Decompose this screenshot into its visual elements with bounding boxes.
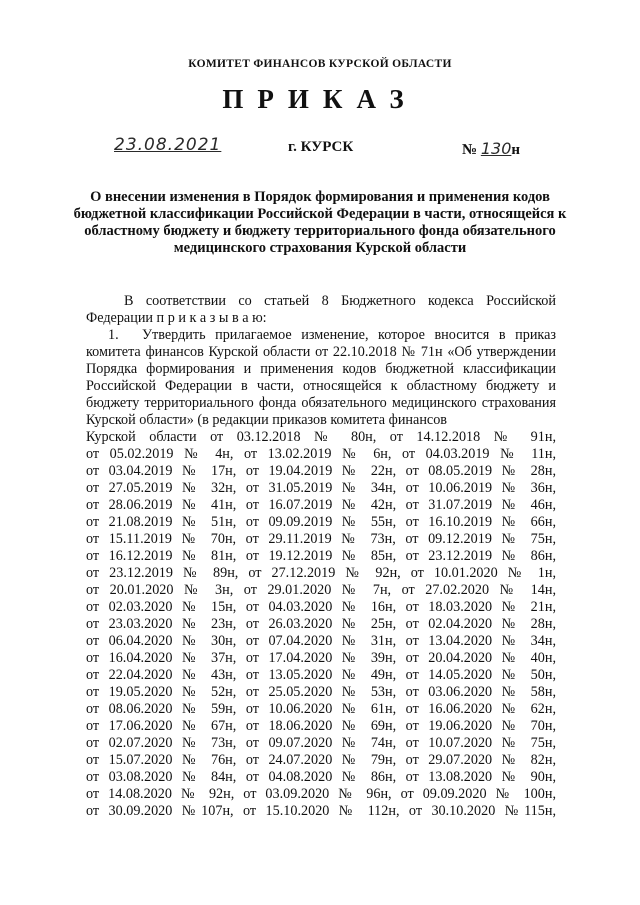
amendment-line: от 22.04.2020 № 43н, от 13.05.2020 № 49н, от 14.05.2020 № 50н, xyxy=(86,667,556,683)
intro-paragraph: В соответствии со статьей 8 Бюджетного кодекса Российской Федерации п р и к а з ы в а ю: xyxy=(86,293,556,326)
amendment-line: от 19.05.2020 № 52н, от 25.05.2020 № 53н, от 03.06.2020 № 58н, xyxy=(86,684,556,700)
amendment-line: от 02.07.2020 № 73н, от 09.07.2020 № 74н, от 10.07.2020 № 75н, xyxy=(86,735,556,751)
amendment-line: от 15.11.2019 № 70н, от 29.11.2019 № 73н, от 09.12.2019 № 75н, xyxy=(86,531,556,547)
amendment-line: от 27.05.2019 № 32н, от 31.05.2019 № 34н, от 10.06.2019 № 36н, xyxy=(86,480,556,496)
item-paragraph xyxy=(86,327,556,429)
amendment-line: от 20.01.2020 № 3н, от 29.01.2020 № 7н, от 27.02.2020 № 14н, xyxy=(86,582,556,598)
amendment-line: от 17.06.2020 № 67н, от 18.06.2020 № 69н, от 19.06.2020 № 70н, xyxy=(86,718,556,734)
amendment-line: от 21.08.2019 № 51н, от 09.09.2019 № 55н, от 16.10.2019 № 66н, xyxy=(86,514,556,530)
handwritten-number: 130 xyxy=(480,139,512,158)
organization-name: КОМИТЕТ ФИНАНСОВ КУРСКОЙ ОБЛАСТИ xyxy=(188,58,452,70)
document-meta xyxy=(0,135,640,161)
item-number: 1. xyxy=(108,327,119,343)
amendment-list xyxy=(86,429,556,820)
city: г. КУРСК xyxy=(288,139,354,155)
amendment-line: от 15.07.2020 № 76н, от 24.07.2020 № 79н, от 29.07.2020 № 82н, xyxy=(86,752,556,768)
amendment-line: от 05.02.2019 № 4н, от 13.02.2019 № 6н, от 04.03.2019 № 11н, xyxy=(86,446,556,462)
amendment-line: от 23.12.2019 № 89н, от 27.12.2019 № 92н, от 10.01.2020 № 1н, xyxy=(86,565,556,581)
amendment-line: Курской области от 03.12.2018 № 80н, от 14.12.2018 № 91н, xyxy=(86,429,556,445)
amendment-line: от 08.06.2020 № 59н, от 10.06.2020 № 61н, от 16.06.2020 № 62н, xyxy=(86,701,556,717)
number-suffix: н xyxy=(511,142,521,158)
amendment-line: от 16.12.2019 № 81н, от 19.12.2019 № 85н, от 23.12.2019 № 86н, xyxy=(86,548,556,564)
amendment-line: от 03.04.2019 № 17н, от 19.04.2019 № 22н, от 08.05.2019 № 28н, xyxy=(86,463,556,479)
amendment-line: от 06.04.2020 № 30н, от 07.04.2020 № 31н, от 13.04.2020 № 34н, xyxy=(86,633,556,649)
number-prefix: № xyxy=(462,142,478,158)
amendment-line: от 14.08.2020 № 92н, от 03.09.2020 № 96н, от 09.09.2020 № 100н, xyxy=(86,786,556,802)
amendment-line: от 23.03.2020 № 23н, от 26.03.2020 № 25н, от 02.04.2020 № 28н, xyxy=(86,616,556,632)
amendment-line: от 16.04.2020 № 37н, от 17.04.2020 № 39н, от 20.04.2020 № 40н, xyxy=(86,650,556,666)
amendment-line: от 02.03.2020 № 15н, от 04.03.2020 № 16н, от 18.03.2020 № 21н, xyxy=(86,599,556,615)
amendment-line: от 28.06.2019 № 41н, от 16.07.2019 № 42н, от 31.07.2019 № 46н, xyxy=(86,497,556,513)
amendment-line: от 03.08.2020 № 84н, от 04.08.2020 № 86н, от 13.08.2020 № 90н, xyxy=(86,769,556,785)
document-body xyxy=(86,293,556,820)
order-number xyxy=(462,139,520,159)
document-title: О внесении изменения в Порядок формирования и применения кодов бюджетной классификации Российской Федерации в части, относящейся к областному бюджету и бюджету территориального фонда обязательного медицинского страхования Курской области xyxy=(73,189,567,256)
handwritten-date: 23.08.2021 xyxy=(114,135,222,155)
document-type: ПРИКАЗ xyxy=(222,84,418,114)
amendment-line: от 30.09.2020 №107н, от 15.10.2020 № 112н, от 30.10.2020 №115н, xyxy=(86,803,556,819)
item-text: Утвердить прилагаемое изменение, которое вносится в приказ комитета финансов Курской области от 22.10.2018 № 71н «Об утверждении Порядка формирования и применения кодов бюджетной классификации Российской Федерации в части, относящейся к областному бюджету и бюджету территориального фонда обязательного медицинского страхования Курской области» (в редакции приказов комитета финансов xyxy=(86,327,556,428)
